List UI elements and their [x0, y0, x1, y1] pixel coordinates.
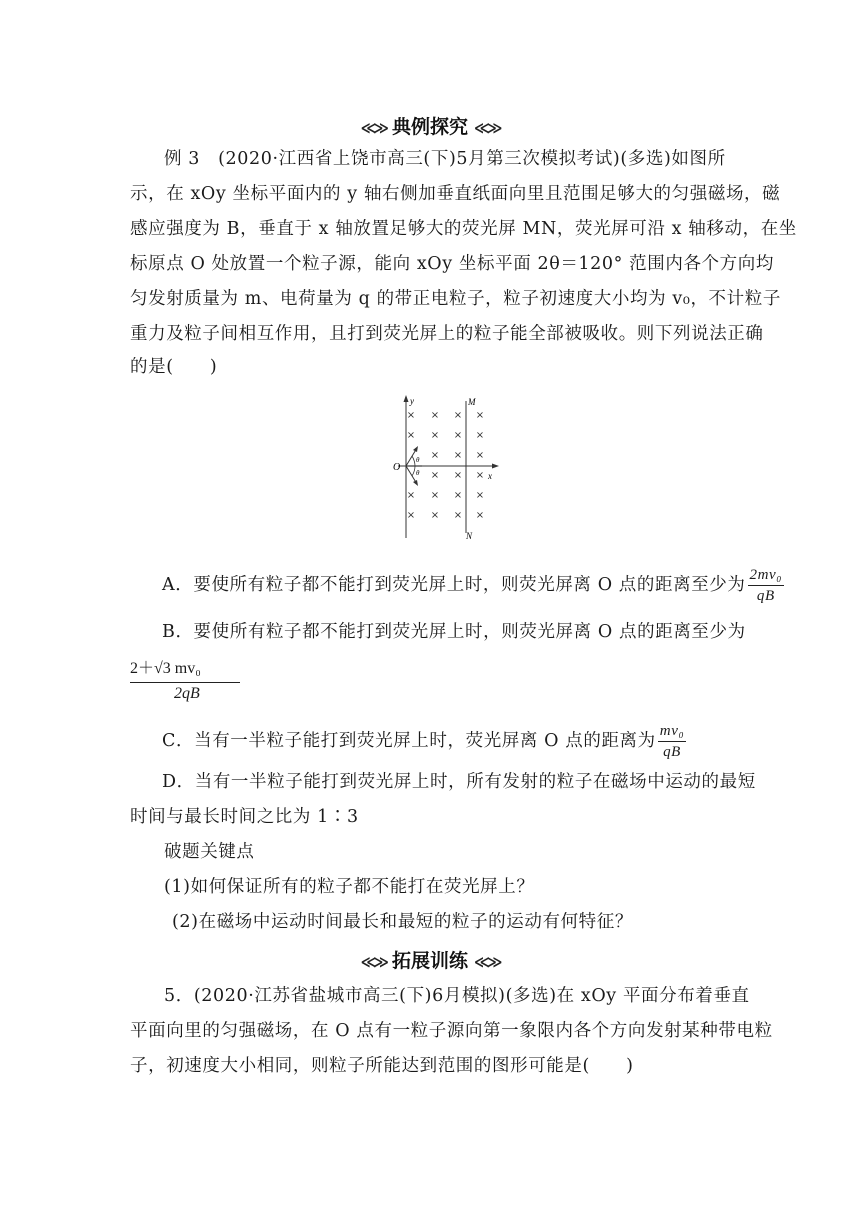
field-cross-mark: × [453, 450, 463, 461]
field-cross-mark: × [453, 410, 463, 421]
angle-arc-lower [412, 466, 415, 476]
field-cross-mark: × [406, 510, 416, 521]
example-line-1: 例 3 (2020·江西省上饶市高三(下)5月第三次模拟考试)(多选)如图所 [164, 149, 726, 169]
example-line-3: 感应强度为 B，垂直于 x 轴放置足够大的荧光屏 MN，荧光屏可沿 x 轴移动，在坐 [130, 219, 797, 239]
field-cross-mark: × [475, 410, 485, 421]
magnetic-field-diagram [386, 393, 502, 543]
example-line-7: 的是( ) [130, 357, 218, 377]
field-cross-mark: × [475, 450, 485, 461]
theta-label-upper: θ [416, 456, 420, 464]
field-cross-mark: × [453, 430, 463, 441]
option-a-denominator: qB [756, 588, 775, 604]
practice-line-3: 子，初速度大小相同，则粒子所能达到范围的图形可能是( ) [130, 1056, 634, 1076]
section-header-example [0, 112, 860, 139]
option-c-numerator: mv₀ [658, 721, 687, 742]
option-c [162, 721, 772, 762]
option-c-fraction [658, 721, 687, 762]
option-d-line-1: D．当有一半粒子能打到荧光屏上时，所有发射的粒子在磁场中运动的最短 [162, 772, 756, 792]
field-cross-mark: × [430, 490, 440, 501]
header-ornament-right-2: ≪≫ [474, 953, 500, 971]
velocity-arrowhead-upper [413, 446, 418, 452]
section-title-example: 典例探究 [391, 116, 468, 138]
screen-label-m: M [468, 397, 476, 407]
key-point-question-1: (1)如何保证所有的粒子都不能打在荧光屏上？ [164, 877, 535, 897]
field-cross-mark: × [406, 490, 416, 501]
option-a [162, 565, 783, 606]
example-line-6: 重力及粒子间相互作用，且打到荧光屏上的粒子能全部被吸收。则下列说法正确 [130, 324, 764, 344]
origin-label: O [393, 462, 401, 473]
option-c-denominator: qB [663, 744, 681, 760]
y-axis-label: y [410, 396, 414, 406]
theta-label-lower: θ [416, 469, 420, 477]
angle-arc-upper [412, 456, 415, 466]
y-axis-arrow [404, 395, 409, 402]
field-cross-mark: × [475, 510, 485, 521]
section-title-practice: 拓展训练 [391, 950, 468, 972]
field-cross-mark: × [475, 490, 485, 501]
field-cross-mark: × [430, 510, 440, 521]
field-cross-mark: × [453, 490, 463, 501]
option-b-denominator: 2qB [174, 685, 200, 702]
field-cross-mark: × [453, 510, 463, 521]
practice-line-1: 5．(2020·江苏省盐城市高三(下)6月模拟)(多选)在 xOy 平面分布着垂直 [164, 986, 750, 1006]
screen-label-n: N [466, 531, 473, 541]
field-cross-mark: × [475, 430, 485, 441]
key-point-question-2: (2)在磁场中运动时间最长和最短的粒子的运动有何特征？ [172, 912, 633, 932]
header-ornament-left-2: ≪≫ [360, 953, 386, 971]
option-d-line-2: 时间与最长时间之比为 1∶3 [130, 807, 359, 827]
section-header-practice [0, 946, 860, 973]
option-a-fraction [748, 565, 785, 606]
field-cross-mark: × [430, 430, 440, 441]
option-a-text: A．要使所有粒子都不能打到荧光屏上时，则荧光屏离 O 点的距离至少为 [162, 575, 746, 595]
practice-line-2: 平面向里的匀强磁场，在 O 点有一粒子源向第一象限内各个方向发射某种带电粒 [130, 1021, 773, 1041]
option-c-text: C．当有一半粒子能打到荧光屏上时，荧光屏离 O 点的距离为 [162, 731, 656, 751]
field-cross-mark: × [406, 410, 416, 421]
field-cross-mark: × [430, 470, 440, 481]
example-line-4: 标原点 O 处放置一个粒子源，能向 xOy 坐标平面 2θ＝120° 范围内各个方向均 [130, 254, 774, 274]
field-cross-mark: × [475, 470, 485, 481]
field-cross-mark: × [453, 470, 463, 481]
field-cross-mark: × [430, 410, 440, 421]
example-line-5: 匀发射质量为 m、电荷量为 q 的带正电粒子，粒子初速度大小均为 v₀，不计粒子 [130, 289, 781, 309]
field-cross-mark: × [406, 430, 416, 441]
option-b-line-1: B．要使所有粒子都不能打到荧光屏上时，则荧光屏离 O 点的距离至少为 [162, 622, 746, 642]
example-line-2: 示，在 xOy 坐标平面内的 y 轴右侧加垂直纸面向里且范围足够大的匀强磁场，磁 [130, 184, 781, 204]
option-b-numerator: 2＋√3 mv₀ [130, 655, 240, 683]
header-ornament-left: ≪≫ [360, 119, 386, 137]
key-points-title: 破题关键点 [164, 842, 255, 862]
x-axis-arrow [492, 464, 499, 469]
x-axis-label: x [488, 471, 492, 481]
field-cross-mark: × [430, 450, 440, 461]
option-a-numerator: 2mv₀ [748, 565, 785, 586]
velocity-arrowhead-lower [413, 480, 418, 486]
header-ornament-right: ≪≫ [474, 119, 500, 137]
